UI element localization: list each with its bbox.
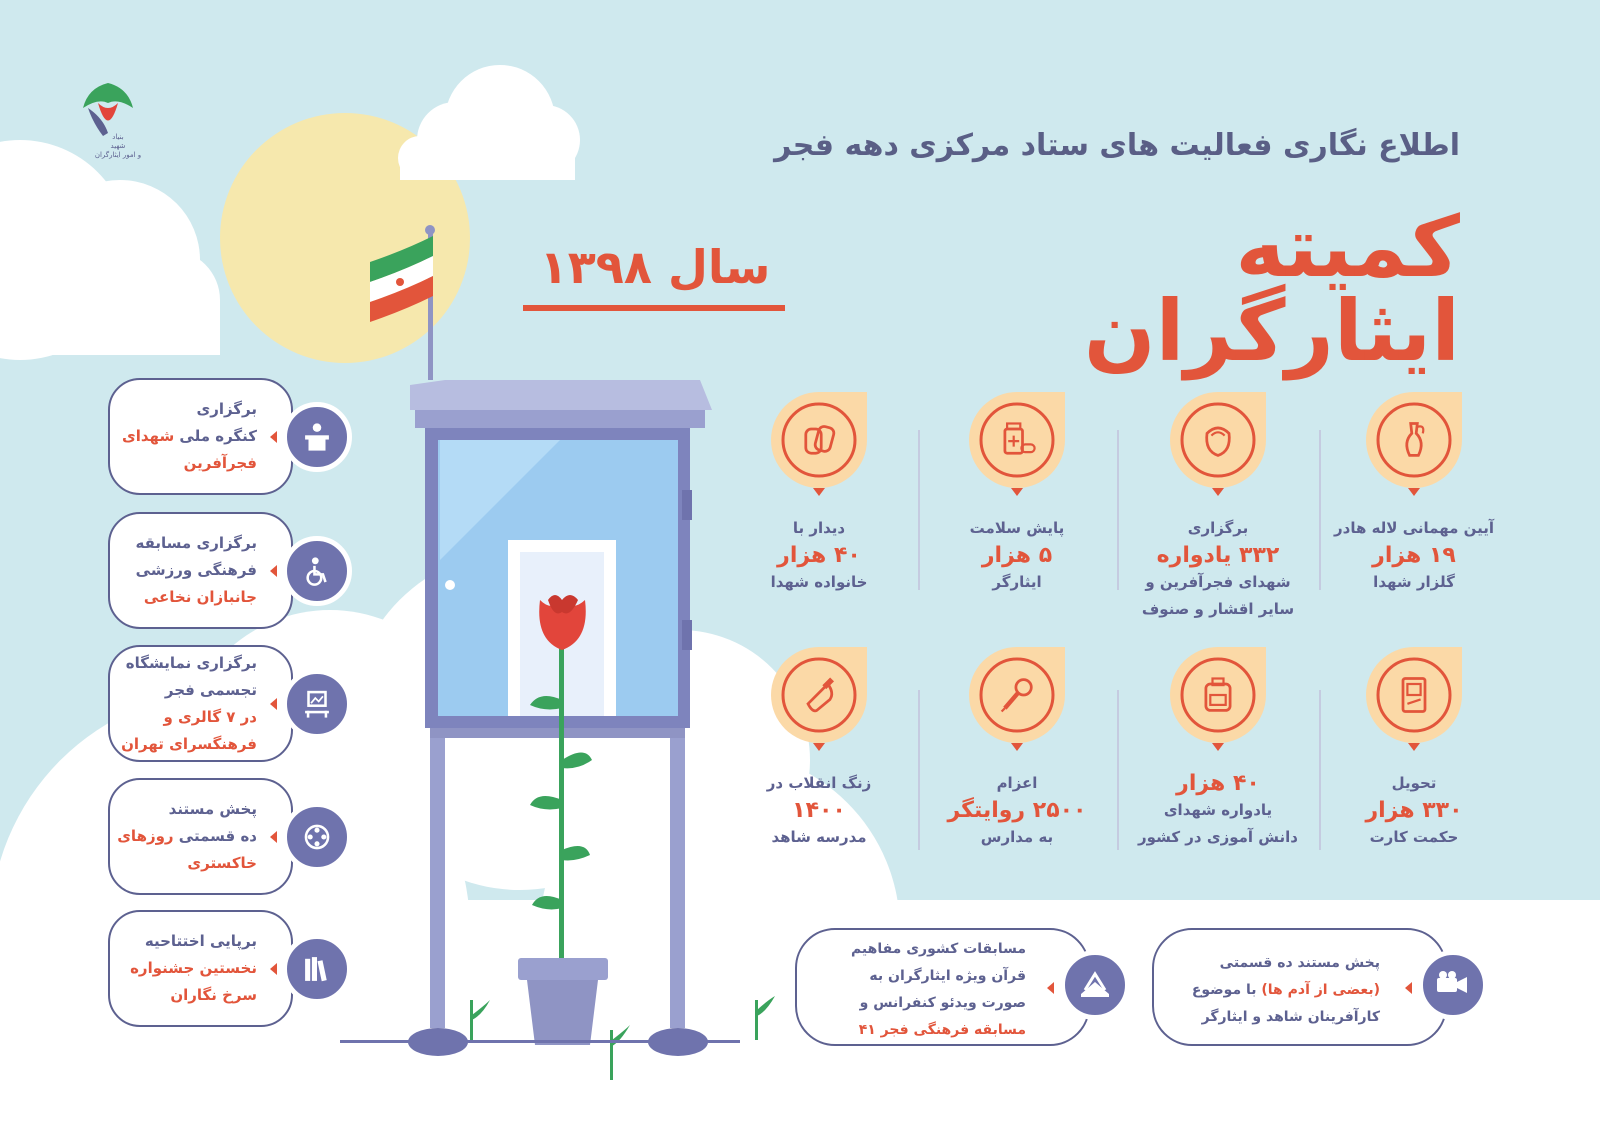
stat-text	[734, 770, 904, 851]
books-icon-circle	[282, 934, 352, 1004]
bottom-box-line-text: پخش مستند ده قسمتی	[1219, 955, 1380, 971]
caret	[1047, 982, 1054, 994]
left-activity-line-text: فجرآفرین	[183, 454, 257, 472]
left-activity-line-text: تجسمی فجر	[164, 680, 257, 699]
divider	[1319, 430, 1321, 590]
stat-value: ۳۳۲ یادواره	[1156, 543, 1280, 568]
stat-label: دیدار با	[792, 519, 846, 537]
left-activity-line-text: ده قسمتی	[173, 827, 257, 845]
stat-value: ۵ هزار	[981, 543, 1053, 568]
left-activity-line	[117, 823, 257, 850]
bell-icon-badge	[769, 645, 869, 745]
film-reel-icon	[300, 820, 334, 854]
stat-label: برگزاری	[1187, 519, 1249, 537]
stat-label: زنگ انقلاب در	[766, 774, 872, 792]
microphone-icon-badge	[967, 645, 1067, 745]
logo-line-2: شهید	[110, 142, 126, 150]
divider	[918, 690, 920, 850]
logo	[78, 78, 158, 178]
bottom-box-quran	[795, 928, 1090, 1046]
stat-caption: گلزار شهدا	[1373, 573, 1455, 591]
left-activity-card	[108, 645, 293, 762]
left-activity-card	[108, 378, 293, 495]
left-activity-line-text: در ۷ گالری و	[163, 707, 257, 726]
left-activity-line-text: جانبازان نخاعی	[143, 588, 257, 606]
gallery-icon	[300, 687, 334, 721]
left-activity-text	[130, 912, 257, 1025]
left-activity-line	[117, 796, 257, 823]
left-activity-line	[136, 557, 257, 584]
stat-label: پایش سلامت	[969, 519, 1065, 537]
bottom-box-line-tail: با موضوع	[1191, 982, 1262, 998]
podium-icon	[300, 420, 334, 454]
stat-caption: شهدای فجرآفرین و	[1145, 573, 1291, 591]
bottom-box-line	[1192, 950, 1380, 977]
bottom-box-line	[1192, 977, 1380, 1004]
left-activity-line	[130, 982, 257, 1009]
dog-tags-icon	[797, 418, 841, 462]
left-activity-line-text: برپایی اختتاحیه	[144, 932, 257, 950]
left-activity-line	[117, 850, 257, 877]
left-activity-line-text: نخستین جشنواره	[130, 959, 257, 977]
quran-icon	[1077, 970, 1113, 1000]
bottom-box-line	[851, 990, 1026, 1017]
left-activity-line-text: سرخ نگاران	[170, 986, 257, 1004]
caret	[1405, 982, 1412, 994]
left-activity-line-text: خاکستری	[187, 854, 257, 872]
page-title: کمیته ایثارگران	[1083, 198, 1460, 380]
left-activity-line-text: پخش مستند	[168, 800, 257, 818]
rose-icon-badge	[1168, 390, 1268, 490]
caret	[270, 698, 277, 710]
left-activity-text	[122, 380, 257, 493]
stat-caption: ایثارگر	[992, 573, 1042, 591]
caret	[270, 431, 277, 443]
stat-value: ۱۹ هزار	[1372, 543, 1456, 568]
left-activity-line	[136, 530, 257, 557]
divider	[1319, 690, 1321, 850]
caret	[270, 963, 277, 975]
stat-value: ۴۰ هزار	[1176, 771, 1260, 796]
page-subtitle: اطلاع نگاری فعالیت های ستاد مرکزی دهه فجر	[774, 128, 1460, 163]
left-activity-line-text: فرهنگسرای تهران	[121, 734, 257, 753]
stat-text	[1329, 770, 1499, 851]
medicine-icon	[995, 418, 1039, 462]
quran-icon-circle	[1060, 950, 1130, 1020]
bottom-box-line-text: مسابقه فرهنگی فجر ۴۱	[858, 1022, 1026, 1038]
vase-icon	[1392, 418, 1436, 462]
divider	[918, 430, 920, 590]
gallery-icon-circle	[282, 669, 352, 739]
books-icon	[300, 952, 334, 986]
left-activity-text	[117, 780, 257, 893]
left-activity-line-highlight: روزهای	[117, 827, 174, 845]
video-camera-icon-circle	[1418, 950, 1488, 1020]
stat-text	[932, 515, 1102, 596]
bottom-box-line	[851, 936, 1026, 963]
bottom-box-line	[851, 963, 1026, 990]
left-activity-line	[121, 731, 257, 758]
left-activity-card	[108, 512, 293, 629]
card-icon	[1392, 673, 1436, 717]
wheelchair-icon	[300, 554, 334, 588]
year-label: سال ۱۳۹۸	[539, 240, 771, 294]
vase-icon-badge	[1364, 390, 1464, 490]
bottom-box-line-text: (بعضی از آدم ها)	[1261, 982, 1380, 998]
stat-text	[932, 770, 1102, 851]
bottom-box-line-text: صورت ویدئو کنفرانس و	[859, 995, 1026, 1011]
stat-caption: حکمت کارت	[1369, 828, 1459, 846]
bottom-box-line-text: مسابقات کشوری مفاهیم	[850, 941, 1026, 957]
stat-value: ۴۰ هزار	[777, 543, 861, 568]
left-activity-line-text: برگزاری	[196, 400, 257, 418]
logo-line-1: بنیاد	[112, 133, 124, 141]
left-activity-card	[108, 910, 293, 1027]
stat-caption: مدرسه شاهد	[771, 828, 867, 846]
backpack-icon-badge	[1168, 645, 1268, 745]
stat-text	[1133, 515, 1303, 623]
dog-tags-icon-badge	[769, 390, 869, 490]
left-activity-line-text: برگزاری مسابقه	[135, 534, 257, 552]
left-activity-card	[108, 778, 293, 895]
year-underline	[523, 305, 785, 311]
wheelchair-icon-circle	[282, 536, 352, 606]
stat-caption: به مدارس	[980, 828, 1054, 846]
stat-text	[1133, 770, 1303, 851]
podium-icon-circle	[282, 402, 352, 472]
caret	[270, 565, 277, 577]
cloud-gap-right	[1120, 890, 1600, 900]
caret	[270, 831, 277, 843]
left-activity-line	[136, 584, 257, 611]
card-icon-badge	[1364, 645, 1464, 745]
microphone-icon	[995, 673, 1039, 717]
stat-label: آیین مهمانی لاله هادر	[1333, 519, 1494, 537]
bottom-box-quran-text	[851, 936, 1026, 1044]
left-activity-line	[121, 677, 257, 704]
backpack-icon	[1196, 673, 1240, 717]
left-activity-text	[136, 514, 257, 627]
logo-caption	[78, 133, 158, 160]
film-reel-icon-circle	[282, 802, 352, 872]
rose-icon	[1196, 418, 1240, 462]
left-activity-line	[122, 423, 257, 450]
medicine-icon-badge	[967, 390, 1067, 490]
stat-text	[1329, 515, 1499, 596]
left-activity-line	[121, 650, 257, 677]
bottom-box-line-text: کارآفرینان شاهد و ایثارگر	[1201, 1009, 1380, 1025]
left-activity-text	[121, 647, 257, 760]
stat-caption: دانش آموزی در کشور	[1138, 828, 1298, 846]
left-activity-line	[130, 928, 257, 955]
stat-label: اعزام	[996, 774, 1038, 792]
stat-caption: خانواده شهدا	[770, 573, 868, 591]
left-activity-line-text: فرهنگی ورزشی	[135, 561, 257, 579]
left-activity-line	[122, 396, 257, 423]
bell-icon	[797, 673, 841, 717]
divider	[1117, 690, 1119, 850]
left-activity-line	[121, 704, 257, 731]
left-activity-line-highlight: شهدای	[121, 427, 175, 445]
stat-label: تحویل	[1391, 774, 1437, 792]
bottom-box-line	[1192, 1004, 1380, 1031]
bottom-box-line	[851, 1017, 1026, 1044]
stat-value: ۳۳۰ هزار	[1365, 798, 1463, 823]
left-activity-line	[130, 955, 257, 982]
logo-line-3: و امور ایثارگران	[94, 151, 142, 159]
logo-emblem	[78, 78, 138, 138]
divider	[1117, 430, 1119, 590]
video-camera-icon	[1435, 970, 1471, 1000]
left-activity-line-text: کنگره ملی	[174, 427, 257, 445]
stat-text	[734, 515, 904, 596]
bottom-box-documentary	[1152, 928, 1447, 1046]
stat-caption: یادواره شهدای	[1163, 801, 1273, 819]
stat-value: ۲۵۰۰ روایتگر	[947, 798, 1087, 823]
stat-value: ۱۴۰۰	[792, 798, 846, 823]
stat-caption: سایر اقشار و صنوف	[1141, 600, 1295, 618]
bottom-box-line-text: قرآن ویژه ایثارگران به	[869, 968, 1026, 984]
cloud-small	[398, 65, 580, 180]
left-activity-line-text: برگزاری نمایشگاه	[125, 653, 257, 672]
bottom-box-documentary-text	[1192, 950, 1380, 1031]
left-activity-line	[122, 450, 257, 477]
